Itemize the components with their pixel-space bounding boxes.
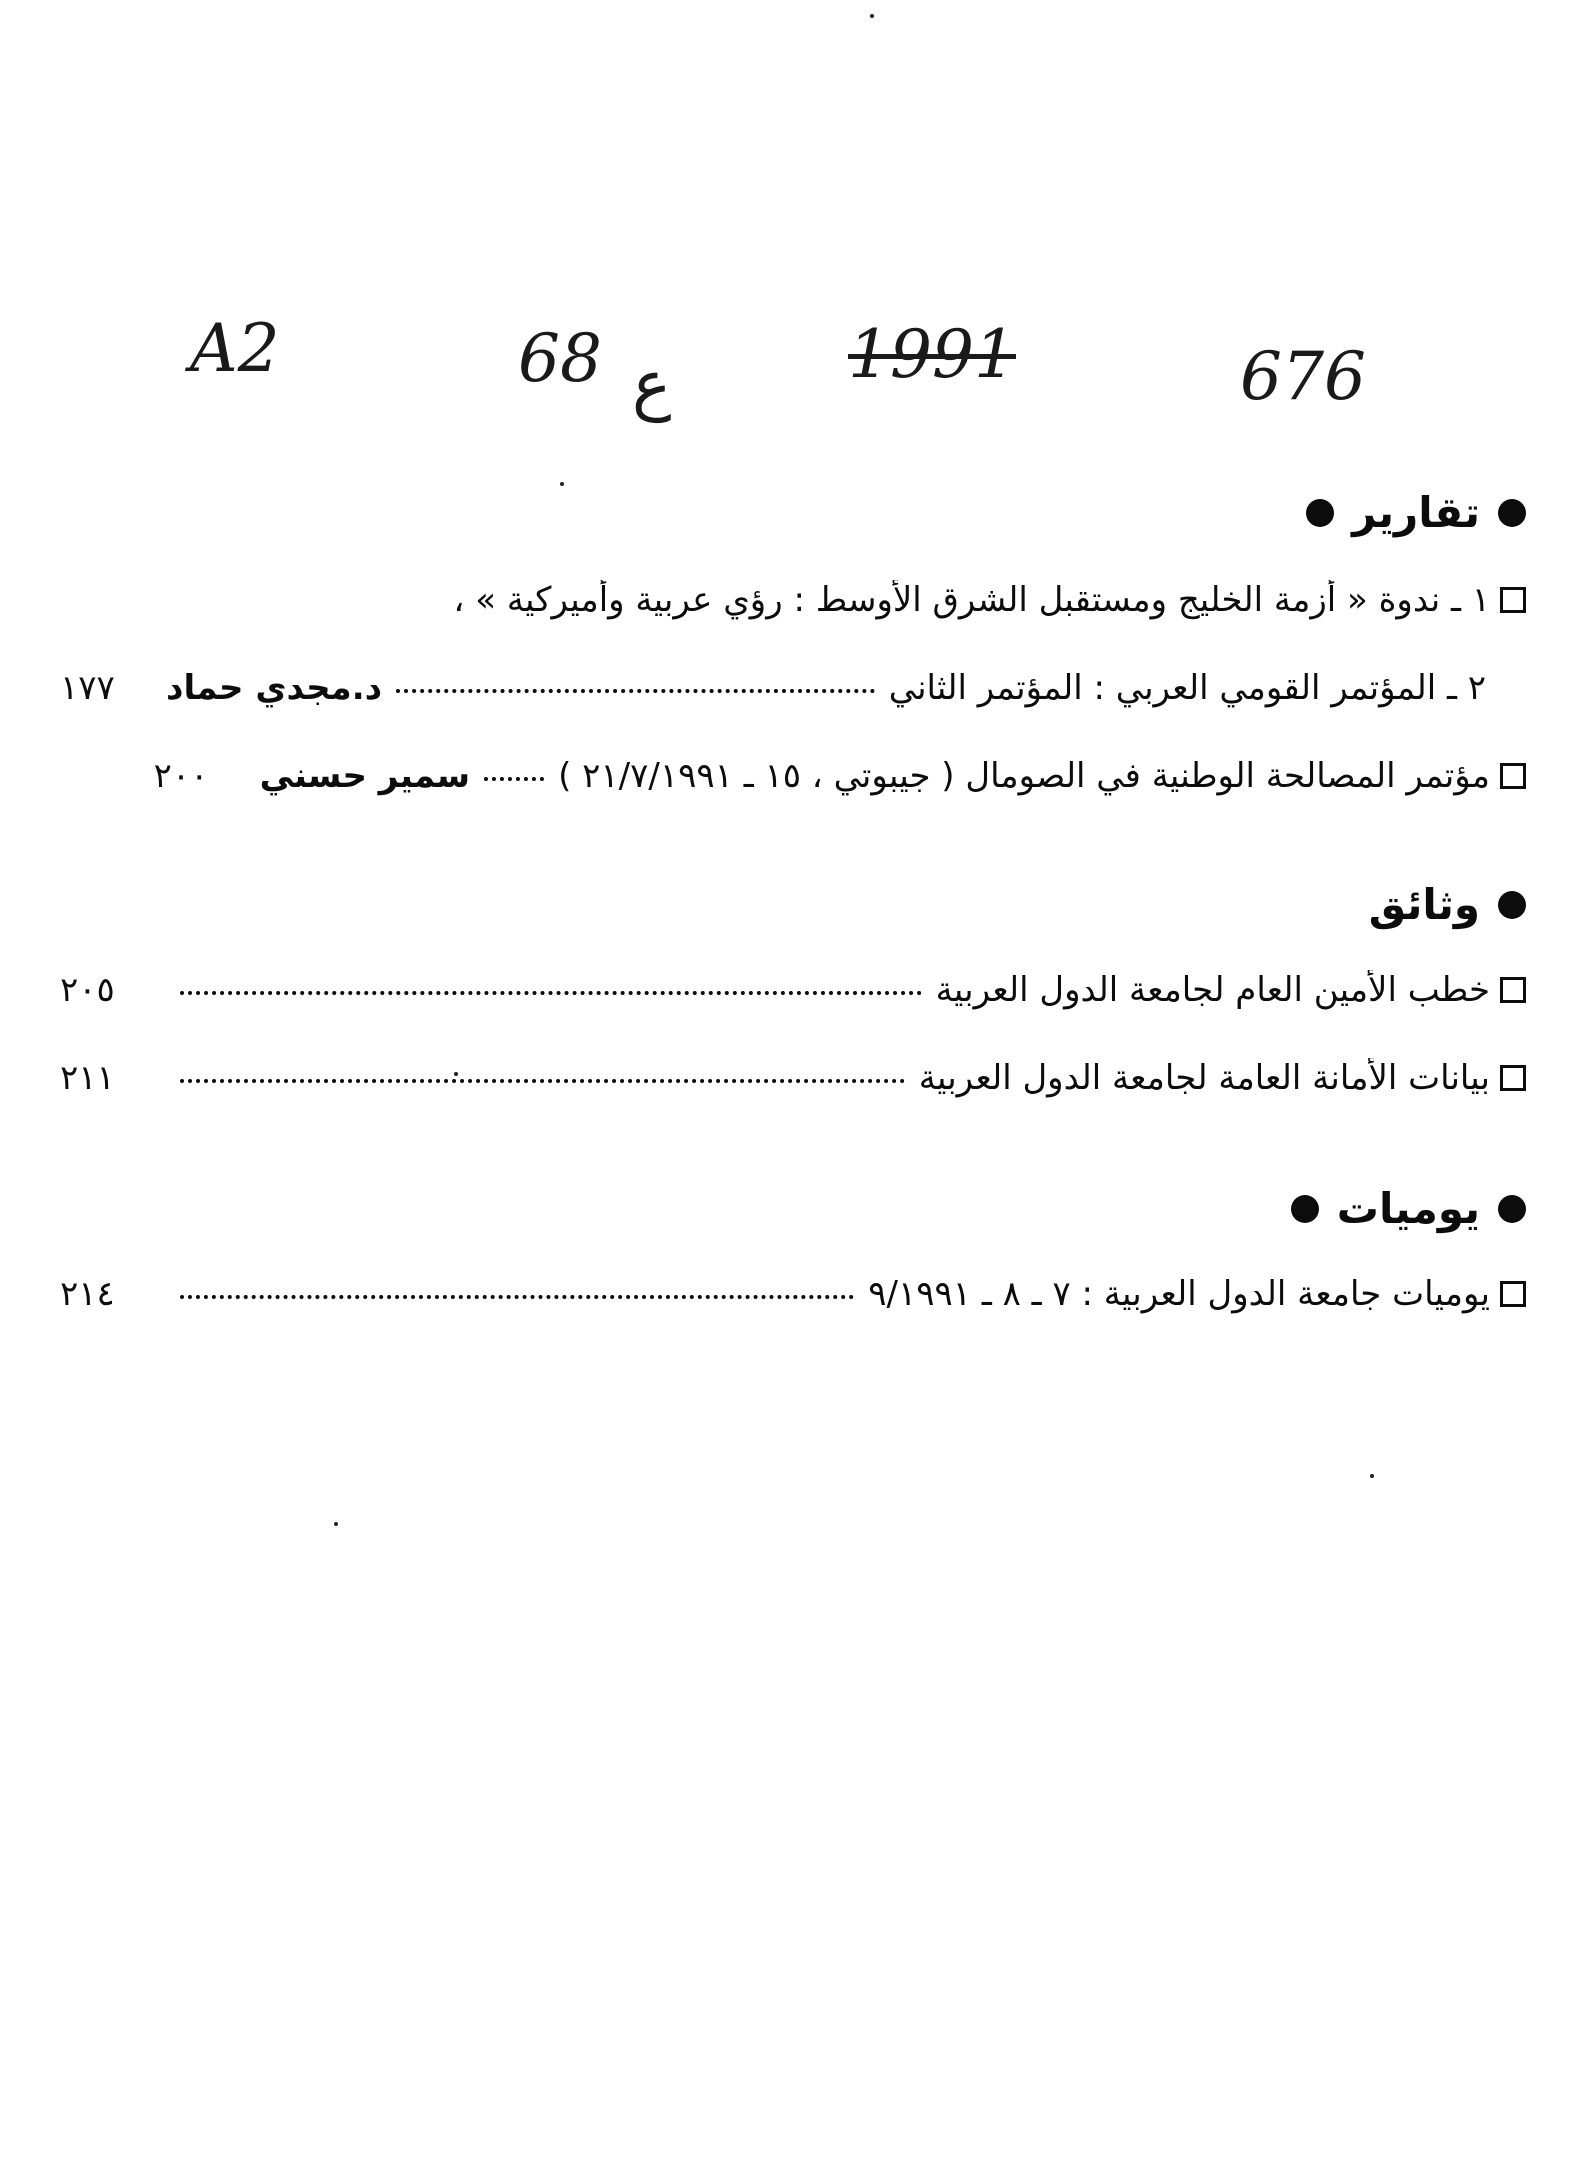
handwritten-letter: ع	[632, 346, 672, 423]
dot-leader	[180, 1079, 905, 1083]
scan-speck	[454, 1072, 458, 1076]
dot-leader	[396, 689, 875, 693]
checkbox-square-icon	[1500, 587, 1526, 613]
section-heading-diaries	[1291, 1184, 1526, 1233]
bullet-dot-icon	[1306, 499, 1334, 527]
checkbox-square-icon	[1500, 1281, 1526, 1307]
section-title: تقارير	[1352, 488, 1480, 537]
entry-page-number: ٢١٤	[60, 1274, 115, 1314]
toc-entry	[60, 580, 1526, 621]
entry-title: بيانات الأمانة العامة لجامعة الدول العربية	[918, 1058, 1490, 1098]
handwritten-number: 68	[518, 320, 602, 397]
handwritten-year: 1991	[848, 316, 1016, 393]
toc-entry	[60, 1274, 1526, 1315]
entry-title: يوميات جامعة الدول العربية : ٧ ـ ٨ ـ ٩/١٩٩١	[868, 1274, 1490, 1314]
bullet-dot-icon	[1498, 499, 1526, 527]
entry-author: د.مجدي حماد	[166, 668, 383, 708]
section-heading-reports	[1306, 488, 1526, 537]
entry-page-number: ٢٠٥	[60, 970, 115, 1010]
section-title: وثائق	[1368, 880, 1480, 929]
bullet-dot-icon	[1498, 1195, 1526, 1223]
section-heading-documents	[1368, 880, 1526, 929]
entry-author: سمير حسني	[259, 756, 471, 796]
dot-leader	[180, 1295, 854, 1299]
scan-speck	[870, 14, 874, 18]
handwritten-code: A2	[190, 310, 280, 387]
checkbox-square-icon	[1500, 1065, 1526, 1091]
toc-entry	[60, 1058, 1526, 1099]
toc-entry	[60, 668, 1486, 709]
dot-leader	[180, 991, 922, 995]
toc-entry	[60, 970, 1526, 1011]
scan-speck	[334, 1522, 338, 1526]
bullet-dot-icon	[1291, 1195, 1319, 1223]
entry-page-number: ٢٠٠	[153, 756, 209, 796]
scan-speck	[1370, 1474, 1374, 1478]
entry-title: مؤتمر المصالحة الوطنية في الصومال ( جيبوتي ، ١٥ ـ ٢١/٧/١٩٩١ )	[558, 756, 1490, 796]
entry-title: ٢ ـ المؤتمر القومي العربي : المؤتمر الثاني	[888, 668, 1486, 708]
entry-page-number: ٢١١	[60, 1058, 115, 1098]
entry-page-number: ١٧٧	[60, 668, 115, 708]
scan-speck	[560, 482, 564, 486]
entry-title: خطب الأمين العام لجامعة الدول العربية	[935, 970, 1490, 1010]
checkbox-square-icon	[1500, 763, 1526, 789]
dot-leader	[484, 777, 544, 781]
handwritten-id: 676	[1240, 338, 1366, 415]
toc-entry	[60, 756, 1526, 797]
bullet-dot-icon	[1498, 891, 1526, 919]
section-title: يوميات	[1336, 1184, 1480, 1233]
checkbox-square-icon	[1500, 977, 1526, 1003]
entry-title: ١ ـ ندوة « أزمة الخليج ومستقبل الشرق الأوسط : رؤي عربية وأميركية » ،	[453, 580, 1490, 620]
